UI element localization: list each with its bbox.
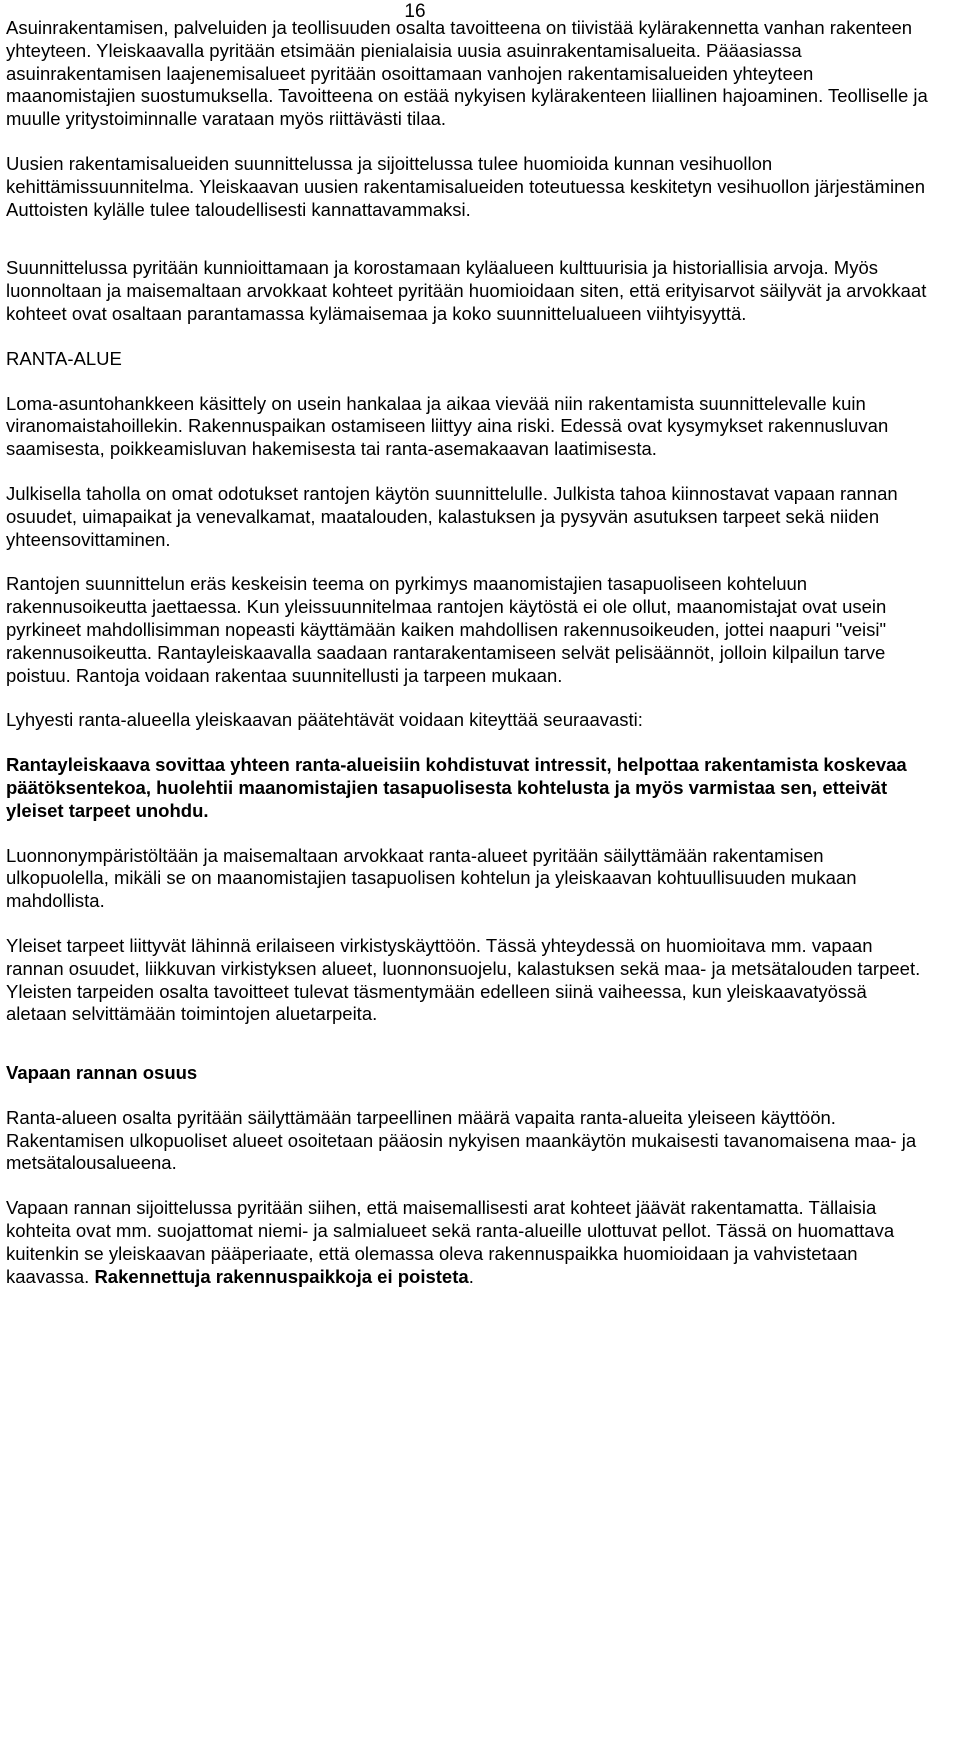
paragraph-asuinrakentaminen: Asuinrakentamisen, palveluiden ja teollisuuden osalta tavoitteena on tiivistää kylärakennetta vanhan rakenteen yhteyteen. Yleiskaavalla pyritään etsimään pienialaisia uusia asuinrakentamisalueita. Pääasiassa asuinrakentamisen laajenemisalueet pyritään osoittamaan vanhojen rakentamisalueiden yhteyteen maanomistajien suostumuksella. Tavoitteena on estää nykyisen kylärakenteen liiallinen hajoaminen. Teolliselle ja muulle yritystoiminnalle varataan myös riittävästi tilaa.: [6, 17, 928, 130]
section-heading-vapaan-rannan-osuus: Vapaan rannan osuus: [6, 1062, 198, 1084]
paragraph-luonnonymparisto: Luonnonympäristöltään ja maisemaltaan arvokkaat ranta-alueet pyritään säilyttämään rakentamisen ulkopuolella, mikäli se on maanomistajien tasapuolisen kohtelun ja yleiskaavan kohtuullisuuden mukaan mahdollista.: [6, 844, 857, 912]
paragraph-vapaan-rannan-sijoittelu-bold: Rakennettuja rakennuspaikkoja ei poisteta: [94, 1265, 469, 1287]
document-body: [6, 17, 930, 1288]
paragraph-vapaan-rannan-sijoittelu: [6, 1197, 930, 1288]
paragraph-loma-asunto: Loma-asuntohankkeen käsittely on usein hankalaa ja aikaa vievää niin rakentamista suunnittelevalle kuin viranomaistahoillekin. Rakennuspaikan ostamiseen liittyy aina riski. Edessä ovat kysymykset rakennusluvan saamisesta, poikkeamisluvan hakemisesta tai ranta-asemakaavan laatimisesta.: [6, 392, 889, 460]
paragraph-vapaan-rannan-sijoittelu-end: .: [468, 1265, 474, 1287]
paragraph-julkinen-taho: Julkisella taholla on omat odotukset rantojen käytön suunnittelulle. Julkista tahoa kiinnostavat vapaan rannan osuudet, uimapaikat ja venevalkamat, maatalouden, kalastuksen ja pysyvän asutuksen tarpeet sekä niiden yhteensovittaminen.: [6, 482, 898, 550]
section-heading-ranta-alue: RANTA-ALUE: [6, 347, 122, 369]
page-number: 16: [404, 1, 426, 22]
paragraph-ranta-alue-kaytto: Ranta-alueen osalta pyritään säilyttämään tarpeellinen määrä vapaita ranta-alueita yleiseen käyttöön. Rakentamisen ulkopuoliset alueet osoitetaan pääosin nykyisen maankäytön mukaisesti tavanomaisena maa- ja metsätalousalueena.: [6, 1106, 917, 1174]
paragraph-vapaan-rannan-sijoittelu-text: Vapaan rannan sijoittelussa pyritään siihen, että maisemallisesti arat kohteet jäävät rakentamatta. Tällaisia kohteita ovat mm. suojattomat niemi- ja salmialueet sekä ranta-alueille ulottuvat pellot. Tässä on huomattava kuitenkin se yleiskaavan pääperiaate, että olemassa oleva rakennuspaikka huomioidaan ja vahvistetaan kaavassa.: [6, 1197, 895, 1287]
paragraph-vesihuolto: Uusien rakentamisalueiden suunnittelussa ja sijoittelussa tulee huomioida kunnan vesihuollon kehittämissuunnitelma. Yleiskaavan uusien rakentamisalueiden toteutuessa keskitetyn vesihuollon järjestäminen Auttoisten kylälle tulee taloudellisesti kannattavammaksi.: [6, 152, 926, 220]
paragraph-paatehtavat-intro: Lyhyesti ranta-alueella yleiskaavan päätehtävät voidaan kiteyttää seuraavasti:: [6, 709, 643, 731]
paragraph-tasapuolisuus: Rantojen suunnittelun eräs keskeisin teema on pyrkimys maanomistajien tasapuoliseen kohteluun rakennusoikeutta jaettaessa. Kun yleissuunnitelmaa rantojen käytöstä ei ole ollut, maanomistajat ovat usein pyrkineet mahdollisimman nopeasti käyttämään kaiken mahdollisen rakennusoikeuden, jottei naapuri "veisi" rakennusoikeutta. Rantayleiskaavalla saadaan rantarakentamiseen selvät pelisäännöt, jolloin kilpailun tarve poistuu. Rantoja voidaan rakentaa suunnitellusti ja tarpeen mukaan.: [6, 573, 887, 686]
paragraph-yleiset-tarpeet: Yleiset tarpeet liittyvät lähinnä erilaiseen virkistyskäyttöön. Tässä yhteydessä on huomioitava mm. vapaan rannan osuudet, liikkuvan virkistyksen alueet, luonnonsuojelu, kalastuksen sekä maa- ja metsätalouden tarpeet. Yleisten tarpeiden osalta tavoitteet tulevat täsmentymään edelleen siinä vaiheessa, kun yleiskaavatyössä aletaan selvittämään toimintojen aluetarpeita.: [6, 934, 921, 1025]
paragraph-paatehtavat-summary: Rantayleiskaava sovittaa yhteen ranta-alueisiin kohdistuvat intressit, helpottaa rakentamista koskevaa päätöksentekoa, huolehtii maanomistajien tasapuolisesta kohtelusta ja myös varmistaa sen, etteivät yleiset tarpeet unohdu.: [6, 754, 907, 821]
paragraph-kulttuuriarvot: Suunnittelussa pyritään kunnioittamaan ja korostamaan kyläalueen kulttuurisia ja historiallisia arvoja. Myös luonnoltaan ja maisemaltaan arvokkaat kohteet pyritään huomioidaan siten, että erityisarvot säilyvät ja arvokkaat kohteet ovat osaltaan parantamassa kylämaisemaa ja koko suunnittelualueen viihtyisyyttä.: [6, 257, 927, 324]
